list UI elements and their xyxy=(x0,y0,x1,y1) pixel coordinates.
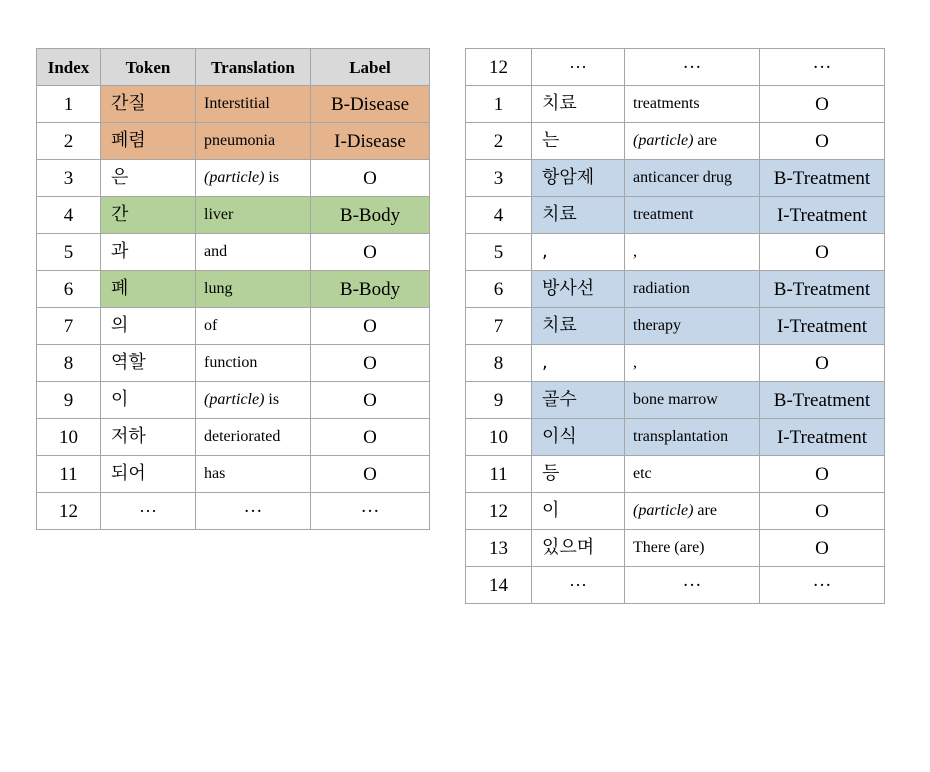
label-cell: B-Treatment xyxy=(760,271,885,308)
token-cell: 은 xyxy=(101,160,196,197)
table-row xyxy=(37,345,430,382)
token-cell: , xyxy=(532,234,625,271)
translation-cell: etc xyxy=(625,456,760,493)
table-row xyxy=(466,456,885,493)
label-cell: ··· xyxy=(760,567,885,604)
index-cell: 8 xyxy=(466,345,532,382)
token-cell: 있으며 xyxy=(532,530,625,567)
index-cell: 10 xyxy=(466,419,532,456)
index-cell: 7 xyxy=(466,308,532,345)
index-cell: 1 xyxy=(466,86,532,123)
index-cell: 5 xyxy=(466,234,532,271)
table-row xyxy=(466,49,885,86)
table-row xyxy=(37,234,430,271)
label-cell: O xyxy=(311,160,430,197)
table-row xyxy=(37,86,430,123)
table-row xyxy=(37,382,430,419)
token-cell: 되어 xyxy=(101,456,196,493)
particle-note: (particle) xyxy=(633,502,694,519)
translation-text: are xyxy=(693,502,717,519)
token-cell: 과 xyxy=(101,234,196,271)
translation-cell: There (are) xyxy=(625,530,760,567)
translation-cell: function xyxy=(196,345,311,382)
label-cell: ··· xyxy=(760,49,885,86)
translation-cell: , xyxy=(625,345,760,382)
token-cell: , xyxy=(532,345,625,382)
translation-cell: therapy xyxy=(625,308,760,345)
table-row xyxy=(37,308,430,345)
label-cell: O xyxy=(760,530,885,567)
table-row xyxy=(37,271,430,308)
index-cell: 12 xyxy=(37,493,101,530)
label-cell: O xyxy=(760,234,885,271)
index-cell: 3 xyxy=(466,160,532,197)
token-cell: 간질 xyxy=(101,86,196,123)
label-cell: I-Treatment xyxy=(760,308,885,345)
index-cell: 12 xyxy=(466,49,532,86)
index-cell: 4 xyxy=(37,197,101,234)
right-token-table xyxy=(465,48,885,604)
translation-cell: , xyxy=(625,234,760,271)
translation-text: are xyxy=(693,132,717,149)
index-cell: 9 xyxy=(37,382,101,419)
table-row xyxy=(466,345,885,382)
translation-cell: anticancer drug xyxy=(625,160,760,197)
token-cell: 의 xyxy=(101,308,196,345)
label-cell: O xyxy=(311,234,430,271)
token-cell: 이식 xyxy=(532,419,625,456)
label-cell: B-Treatment xyxy=(760,382,885,419)
index-cell: 10 xyxy=(37,419,101,456)
translation-cell: Interstitial xyxy=(196,86,311,123)
table-row xyxy=(37,123,430,160)
table-row xyxy=(37,419,430,456)
index-cell: 9 xyxy=(466,382,532,419)
token-cell: 간 xyxy=(101,197,196,234)
label-cell: O xyxy=(760,86,885,123)
label-cell: B-Body xyxy=(311,197,430,234)
token-cell: ··· xyxy=(101,493,196,530)
table-row xyxy=(37,493,430,530)
particle-note: (particle) xyxy=(204,391,265,408)
translation-cell: ··· xyxy=(625,49,760,86)
table-row xyxy=(466,123,885,160)
translation-cell xyxy=(196,160,311,197)
token-cell: 는 xyxy=(532,123,625,160)
translation-header: Translation xyxy=(196,49,311,86)
table-row xyxy=(466,271,885,308)
index-cell: 3 xyxy=(37,160,101,197)
table-row xyxy=(37,160,430,197)
particle-note: (particle) xyxy=(633,132,694,149)
token-cell: 방사선 xyxy=(532,271,625,308)
label-cell: I-Treatment xyxy=(760,419,885,456)
token-cell: 이 xyxy=(532,493,625,530)
label-cell: B-Body xyxy=(311,271,430,308)
table-row xyxy=(37,197,430,234)
table-row xyxy=(466,530,885,567)
label-cell: O xyxy=(311,308,430,345)
token-cell: 역할 xyxy=(101,345,196,382)
translation-text: is xyxy=(264,391,280,408)
translation-cell xyxy=(625,123,760,160)
label-header: Label xyxy=(311,49,430,86)
index-cell: 2 xyxy=(37,123,101,160)
token-cell: 등 xyxy=(532,456,625,493)
label-cell: O xyxy=(311,456,430,493)
label-cell: O xyxy=(311,382,430,419)
index-cell: 1 xyxy=(37,86,101,123)
index-cell: 2 xyxy=(466,123,532,160)
token-cell: ··· xyxy=(532,567,625,604)
label-cell: O xyxy=(760,456,885,493)
translation-cell: ··· xyxy=(196,493,311,530)
translation-cell: and xyxy=(196,234,311,271)
label-cell: B-Treatment xyxy=(760,160,885,197)
translation-cell: liver xyxy=(196,197,311,234)
token-cell: 치료 xyxy=(532,197,625,234)
token-cell: ··· xyxy=(532,49,625,86)
label-cell: ··· xyxy=(311,493,430,530)
index-cell: 6 xyxy=(466,271,532,308)
index-cell: 11 xyxy=(37,456,101,493)
translation-cell xyxy=(625,493,760,530)
translation-cell xyxy=(196,382,311,419)
index-cell: 6 xyxy=(37,271,101,308)
translation-cell: treatment xyxy=(625,197,760,234)
translation-cell: radiation xyxy=(625,271,760,308)
translation-cell: ··· xyxy=(625,567,760,604)
label-cell: O xyxy=(311,419,430,456)
index-cell: 5 xyxy=(37,234,101,271)
label-cell: O xyxy=(760,493,885,530)
table-row xyxy=(466,160,885,197)
translation-cell: has xyxy=(196,456,311,493)
token-cell: 폐 xyxy=(101,271,196,308)
label-cell: B-Disease xyxy=(311,86,430,123)
translation-cell: transplantation xyxy=(625,419,760,456)
translation-cell: bone marrow xyxy=(625,382,760,419)
label-cell: O xyxy=(760,123,885,160)
table-row xyxy=(466,419,885,456)
index-header: Index xyxy=(37,49,101,86)
token-cell: 항암제 xyxy=(532,160,625,197)
left-token-table xyxy=(36,48,430,530)
index-cell: 7 xyxy=(37,308,101,345)
index-cell: 8 xyxy=(37,345,101,382)
index-cell: 14 xyxy=(466,567,532,604)
table-row xyxy=(466,197,885,234)
token-cell: 이 xyxy=(101,382,196,419)
translation-cell: pneumonia xyxy=(196,123,311,160)
particle-note: (particle) xyxy=(204,169,265,186)
translation-cell: deteriorated xyxy=(196,419,311,456)
table-row xyxy=(466,382,885,419)
table-row xyxy=(466,308,885,345)
table-row xyxy=(466,234,885,271)
token-cell: 폐렴 xyxy=(101,123,196,160)
translation-cell: of xyxy=(196,308,311,345)
translation-cell: treatments xyxy=(625,86,760,123)
translation-text: is xyxy=(264,169,280,186)
index-cell: 12 xyxy=(466,493,532,530)
token-cell: 골수 xyxy=(532,382,625,419)
table-row xyxy=(466,86,885,123)
token-cell: 저하 xyxy=(101,419,196,456)
index-cell: 4 xyxy=(466,197,532,234)
table-row xyxy=(466,567,885,604)
table-row xyxy=(466,493,885,530)
index-cell: 13 xyxy=(466,530,532,567)
token-cell: 치료 xyxy=(532,308,625,345)
label-cell: I-Treatment xyxy=(760,197,885,234)
label-cell: O xyxy=(311,345,430,382)
token-cell: 치료 xyxy=(532,86,625,123)
translation-cell: lung xyxy=(196,271,311,308)
label-cell: O xyxy=(760,345,885,382)
table-row xyxy=(37,456,430,493)
header-row xyxy=(37,49,430,86)
token-header: Token xyxy=(101,49,196,86)
label-cell: I-Disease xyxy=(311,123,430,160)
index-cell: 11 xyxy=(466,456,532,493)
